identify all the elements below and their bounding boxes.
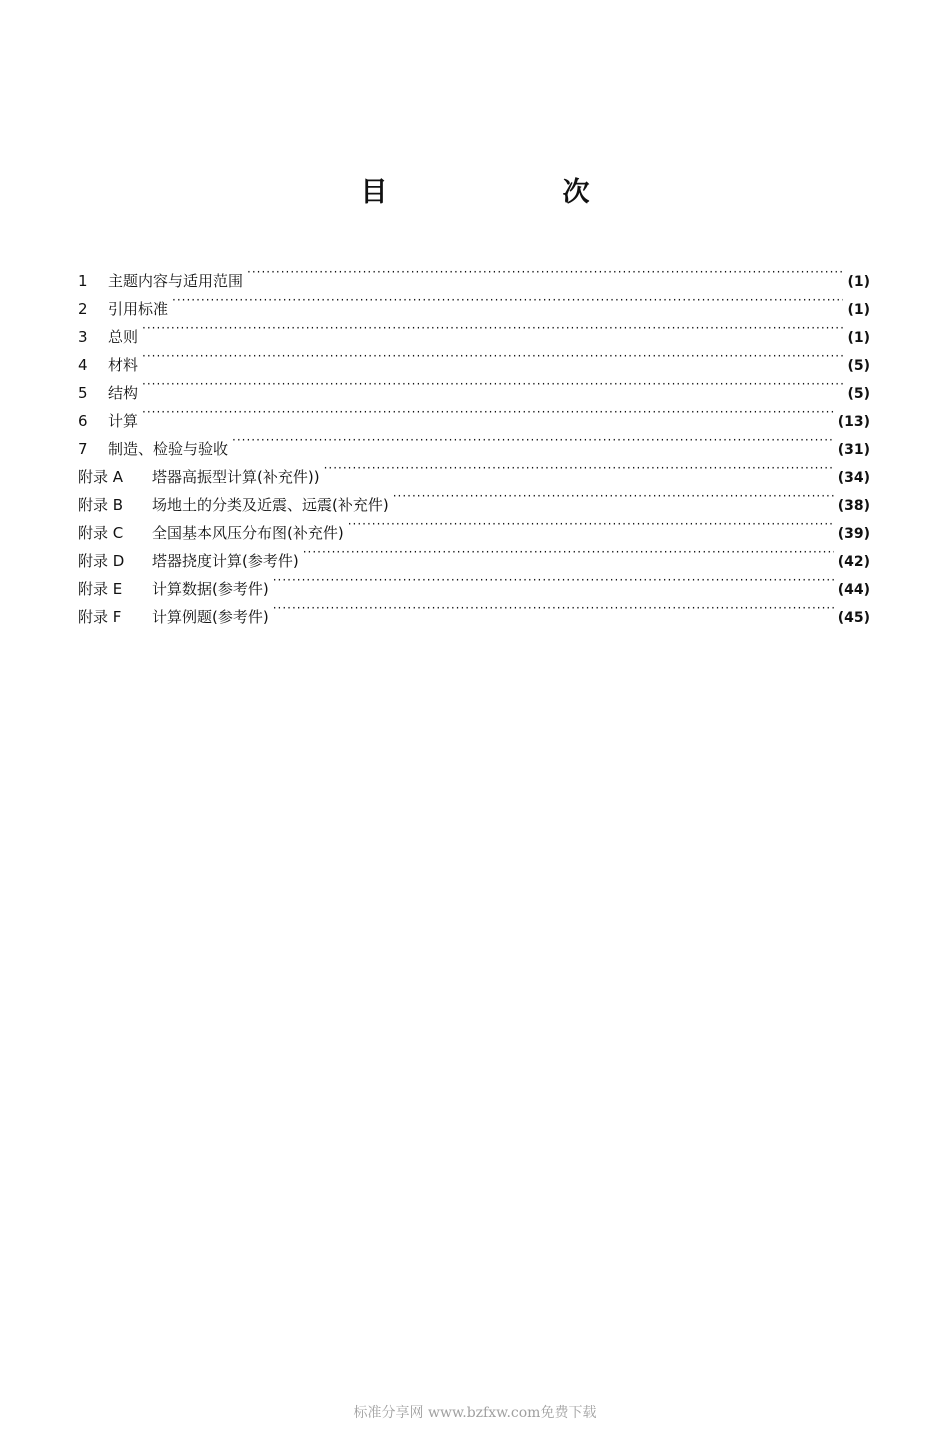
toc-entry-number: 附录 E [78, 580, 123, 598]
toc-entry-title: 引用标准 [108, 300, 169, 318]
toc-entry-page: (1) [847, 302, 870, 318]
toc-entry-title: 场地土的分类及近震、远震(补充件) [152, 496, 389, 514]
toc-entry-page: (34) [837, 470, 870, 486]
toc-entry-6 [78, 398, 870, 430]
page-title: 目 次 [360, 177, 664, 208]
toc-leader-dots [393, 482, 834, 510]
toc-entry-7 [78, 426, 870, 458]
toc-entry-page: (45) [837, 610, 870, 626]
toc-entry-page: (39) [837, 526, 870, 542]
toc-leader-dots [273, 566, 834, 594]
toc-entry-number: 附录 F [78, 608, 122, 626]
toc-entry-title: 计算数据(参考件) [152, 580, 269, 598]
toc-entry-number: 6 [78, 412, 88, 430]
toc-entry-title: 总则 [108, 328, 139, 346]
toc-leader-dots [142, 398, 834, 426]
toc-leader-dots [273, 594, 834, 622]
toc-entry-page: (13) [837, 414, 870, 430]
toc-entry-title: 计算例题(参考件) [152, 608, 269, 626]
toc-leader-dots [247, 258, 843, 286]
footer-watermark[interactable]: 标准分享网 www.bzfxw.com免费下载 [353, 1405, 597, 1421]
toc-leader-dots [303, 538, 834, 566]
toc-entry-number: 7 [78, 440, 88, 458]
toc-entry-title: 塔器挠度计算(参考件) [152, 552, 299, 570]
toc-leader-dots [324, 454, 834, 482]
toc-leader-dots [232, 426, 834, 454]
toc-entry-title: 材料 [108, 356, 139, 374]
toc-leader-dots [348, 510, 834, 538]
toc-leader-dots [142, 342, 843, 370]
toc-entry-2 [78, 286, 870, 318]
toc-entry-title: 结构 [108, 384, 139, 402]
toc-entry-number: 附录 D [78, 552, 125, 570]
toc-entry-1 [78, 258, 870, 290]
toc-entry-title: 制造、检验与验收 [108, 440, 229, 458]
toc-entry-title: 计算 [108, 412, 139, 430]
toc-entry-page: (44) [837, 582, 870, 598]
toc-leader-dots [142, 314, 843, 342]
toc-entry-number: 附录 A [78, 468, 124, 486]
table-of-contents [78, 258, 870, 626]
toc-entry-number: 附录 B [78, 496, 124, 514]
toc-entry-page: (38) [837, 498, 870, 514]
toc-entry-number: 4 [78, 356, 88, 374]
toc-leader-dots [172, 286, 843, 314]
toc-leader-dots [142, 370, 843, 398]
toc-entry-title: 全国基本风压分布图(补充件) [152, 524, 344, 542]
toc-entry-number: 5 [78, 384, 88, 402]
toc-entry-4 [78, 342, 870, 374]
toc-entry-5 [78, 370, 870, 402]
toc-entry-number: 1 [78, 272, 88, 290]
toc-entry-page: (1) [847, 274, 870, 290]
toc-entry-title: 塔器高振型计算(补充件)) [152, 468, 320, 486]
toc-entry-page: (5) [847, 358, 870, 374]
toc-entry-page: (5) [847, 386, 870, 402]
toc-entry-title: 主题内容与适用范围 [108, 272, 244, 290]
toc-entry-page: (31) [837, 442, 870, 458]
toc-entry-number: 3 [78, 328, 88, 346]
toc-entry-page: (42) [837, 554, 870, 570]
toc-entry-page: (1) [847, 330, 870, 346]
toc-entry-3 [78, 314, 870, 346]
toc-entry-number: 2 [78, 300, 88, 318]
toc-entry-number: 附录 C [78, 524, 124, 542]
